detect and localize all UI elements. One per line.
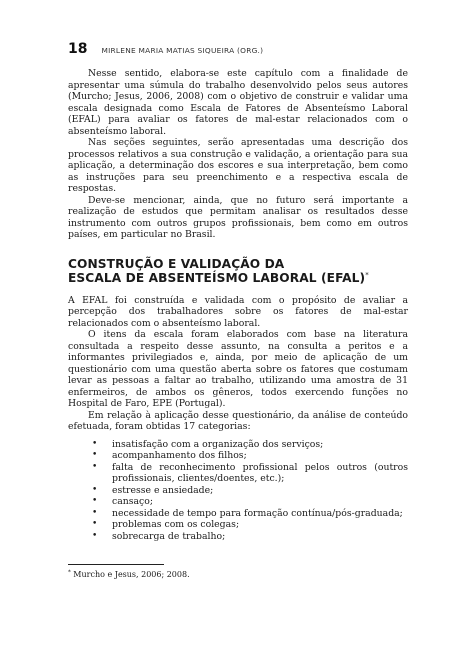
list-item (68, 519, 408, 531)
list-item (68, 485, 408, 497)
list-item-text: necessidade de tempo para formação contínua/pós-graduada; (112, 507, 403, 519)
bullet-icon: • (92, 496, 98, 506)
footnote-text: Murcho e Jesus, 2006; 2008. (70, 570, 190, 579)
section-paragraph-1: A EFAL foi construída e validada com o propósito de avaliar a percepção dos trabalhadores sobre os fatores de mal-estar relacionados com o absenteísmo laboral. (68, 294, 408, 329)
list-item (68, 462, 408, 485)
list-item-text: cansaço; (112, 496, 153, 507)
bullet-icon: • (92, 484, 98, 495)
list-item (68, 450, 408, 462)
section-heading (68, 257, 408, 285)
section-heading-line-1: CONSTRUÇÃO E VALIDAÇÃO DA (68, 256, 285, 271)
section-paragraph-2: O itens da escala foram elaborados com base na literatura consultada a respeito desse assunto, na consulta a peritos e a informantes privilegiados e, ainda, por meio de aplicação de um questionário com uma questão aberta sobre os fatores que costumam levar as pessoas a faltar ao trabalho, utilizando uma amostra de 31 enfermeiros, de ambos os gêneros, todos exercendo funções no Hospital de Faro, EPE (Portugal). (68, 329, 408, 409)
list-item (68, 439, 408, 451)
list-item-text: estresse e ansiedade; (112, 484, 214, 496)
bullet-icon: • (92, 461, 98, 472)
list-item-text: sobrecarga de trabalho; (112, 530, 226, 542)
list-item (68, 531, 408, 543)
bullet-icon: • (92, 530, 98, 541)
running-header (68, 41, 408, 57)
footnote (68, 570, 408, 580)
bullet-icon: • (92, 507, 98, 518)
list-item-text: insatisfação com a organização dos serviços; (112, 438, 324, 450)
list-item (68, 508, 408, 520)
list-item (68, 496, 408, 508)
bullet-icon: • (92, 519, 98, 529)
footnote-divider (68, 564, 164, 565)
list-item-text: problemas com os colegas; (112, 519, 240, 530)
list-item-text: falta de reconhecimento profissional pelos outros (outros profissionais, clientes/doentes, etc.); (112, 461, 408, 484)
intro-paragraph-2: Nas seções seguintes, serão apresentadas uma descrição dos processos relativos a sua construção e validação, a orientação para sua aplicação, a determinação dos escores e sua interpretação, bem como as instruções para seu preenchimento e a respectiva escala de respostas. (68, 137, 408, 194)
page-number: 18 (68, 41, 88, 57)
category-list (68, 439, 408, 543)
section-paragraph-3: Em relação à aplicação desse questionário, da análise de conteúdo efetuada, foram obtidas 17 categorias: (68, 409, 408, 432)
bullet-icon: • (92, 450, 98, 460)
footnote-mark: * (68, 569, 71, 576)
running-title: MIRLENE MARIA MATIAS SIQUEIRA (ORG.) (101, 46, 264, 55)
bullet-icon: • (92, 438, 98, 449)
intro-paragraph-1: Nesse sentido, elabora-se este capítulo com a finalidade de apresentar uma súmula do trabalho desenvolvido pelos seus autores (Murcho; Jesus, 2006, 2008) com o objetivo de construir e validar uma escala designada como Escala de Fatores de Absenteísmo Laboral (EFAL) para avaliar os fatores de mal-estar relacionados com o absenteísmo laboral. (68, 68, 408, 137)
intro-paragraph-3: Deve-se mencionar, ainda, que no futuro será importante a realização de estudos que permitam analisar os resultados desse instrumento com outros grupos profissionais, bem como em outros países, em particular no Brasil. (68, 194, 408, 240)
body-text (68, 68, 408, 542)
heading-footnote-mark: * (365, 270, 369, 279)
list-item-text: acompanhamento dos filhos; (112, 450, 247, 461)
section-heading-line-2: ESCALA DE ABSENTEÍSMO LABORAL (EFAL) (68, 270, 366, 285)
